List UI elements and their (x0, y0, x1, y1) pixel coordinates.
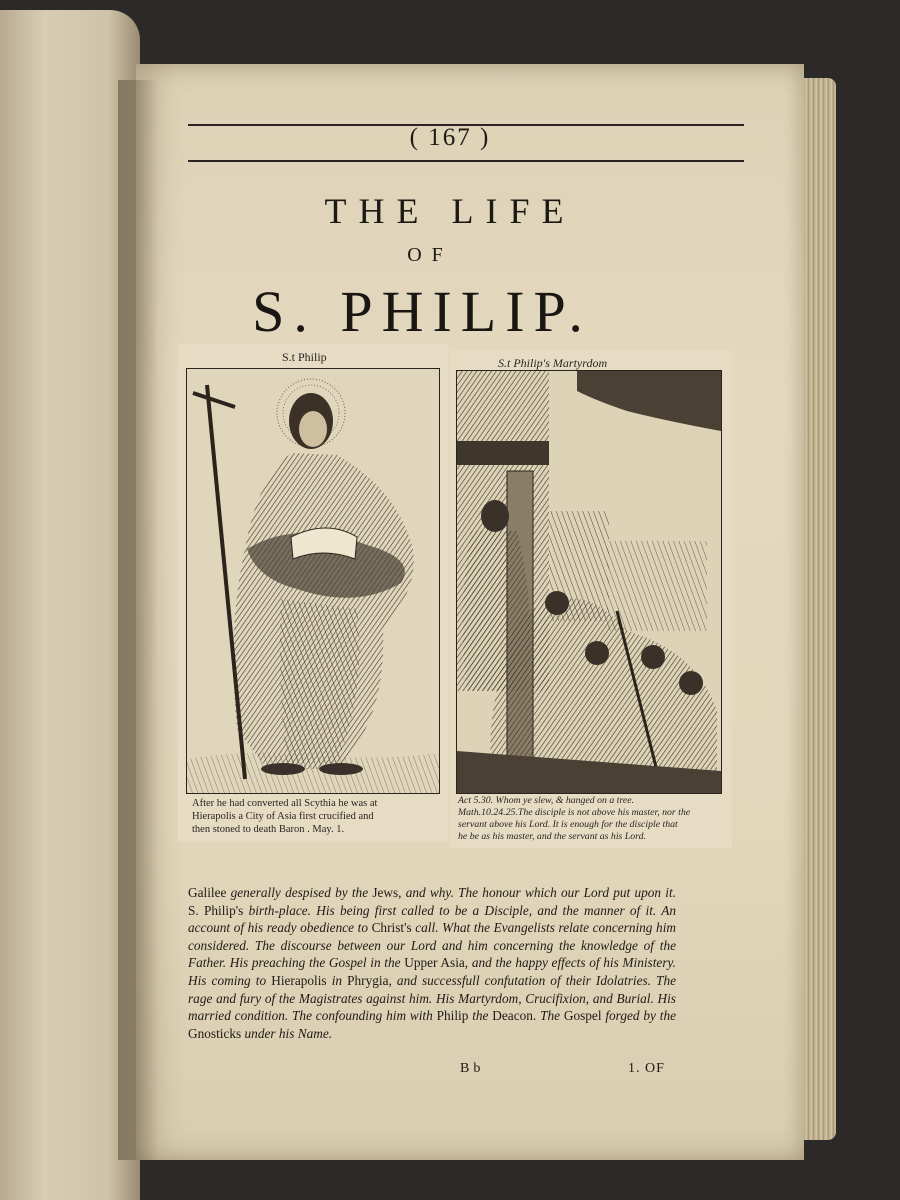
summary-segment: the (472, 1008, 493, 1024)
signature-mark: Bb (460, 1061, 485, 1076)
saint-philip-engraving (186, 368, 440, 794)
inscription-line: servant above his Lord. It is enough for the disciple that (458, 819, 678, 830)
summary-segment: and why. The honour which our Lord put upon it. (405, 885, 676, 900)
summary-segment: S. Philip's (188, 902, 249, 918)
summary-segment: under his Name. (244, 1025, 333, 1041)
summary-segment: Philip (436, 1008, 473, 1024)
summary-segment: Phrygia, (347, 972, 397, 988)
page-number: ( 167 ) (409, 124, 491, 151)
title-the-life: THE LIFE (324, 191, 576, 231)
summary-segment: Gospel (563, 1008, 606, 1024)
chapter-summary (188, 884, 676, 1042)
summary-segment: Deacon. (492, 1008, 541, 1024)
inscription-line: Act 5.30. Whom ye slew, & hanged on a tree. (458, 795, 635, 806)
summary-segment: and the happy effects of his Ministery. His coming to (188, 955, 676, 988)
saint-philip-figure-illustration (187, 369, 439, 793)
summary-segment: Galilee (188, 885, 231, 900)
left-plate-inscription (192, 797, 442, 836)
summary-segment: Jews, (372, 885, 406, 900)
inscription-line: After he had converted all Scythia he was at (192, 798, 378, 809)
martyrdom-engraving (456, 370, 722, 794)
inscription-line: Math.10.24.25.The disciple is not above his master, nor the (458, 807, 691, 818)
martyrdom-scene-illustration (457, 371, 721, 793)
summary-segment: Gnosticks (188, 1025, 245, 1041)
summary-segment: The (540, 1008, 564, 1024)
header-rule (188, 160, 744, 162)
summary-segment: Christ's (371, 920, 416, 936)
inscription-line: then stoned to death Baron . May. 1. (192, 824, 345, 835)
summary-segment: call. What the Evangelists relate concerning him considered. The discourse between our Lord and him concerning the knowledge of the Father. His preaching the Gospel in the (188, 920, 677, 971)
gutter-shadow (118, 80, 158, 1160)
right-plate-inscription (458, 795, 734, 843)
inscription-line: he be as his master, and the servant as his Lord. (458, 831, 646, 842)
summary-segment: Upper Asia, (404, 955, 472, 971)
title-of: OF (407, 244, 453, 266)
summary-segment: in (331, 972, 348, 988)
summary-segment: birth-place. His being first called to be a Disciple, and the manner of it. An account of his ready obedience to (188, 902, 676, 936)
summary-segment: and successfull confutation of their Idolatries. The rage and fury of the Magistrates against him. His Martyrdom, Crucifixion, and Burial. His married condition. The confounding him with (188, 972, 676, 1024)
left-plate-caption: S.t Philip (282, 350, 327, 364)
catchword: 1. OF (628, 1061, 665, 1076)
summary-segment: Hierapolis (271, 972, 332, 988)
summary-segment: forged by the (605, 1008, 677, 1024)
inscription-line: Hierapolis a City of Asia first crucified and (192, 811, 374, 822)
right-plate-caption: S.t Philip's Martyrdom (498, 356, 608, 370)
title-saint-philip: S. PHILIP. (252, 279, 592, 344)
summary-segment: generally despised by the (230, 885, 373, 900)
